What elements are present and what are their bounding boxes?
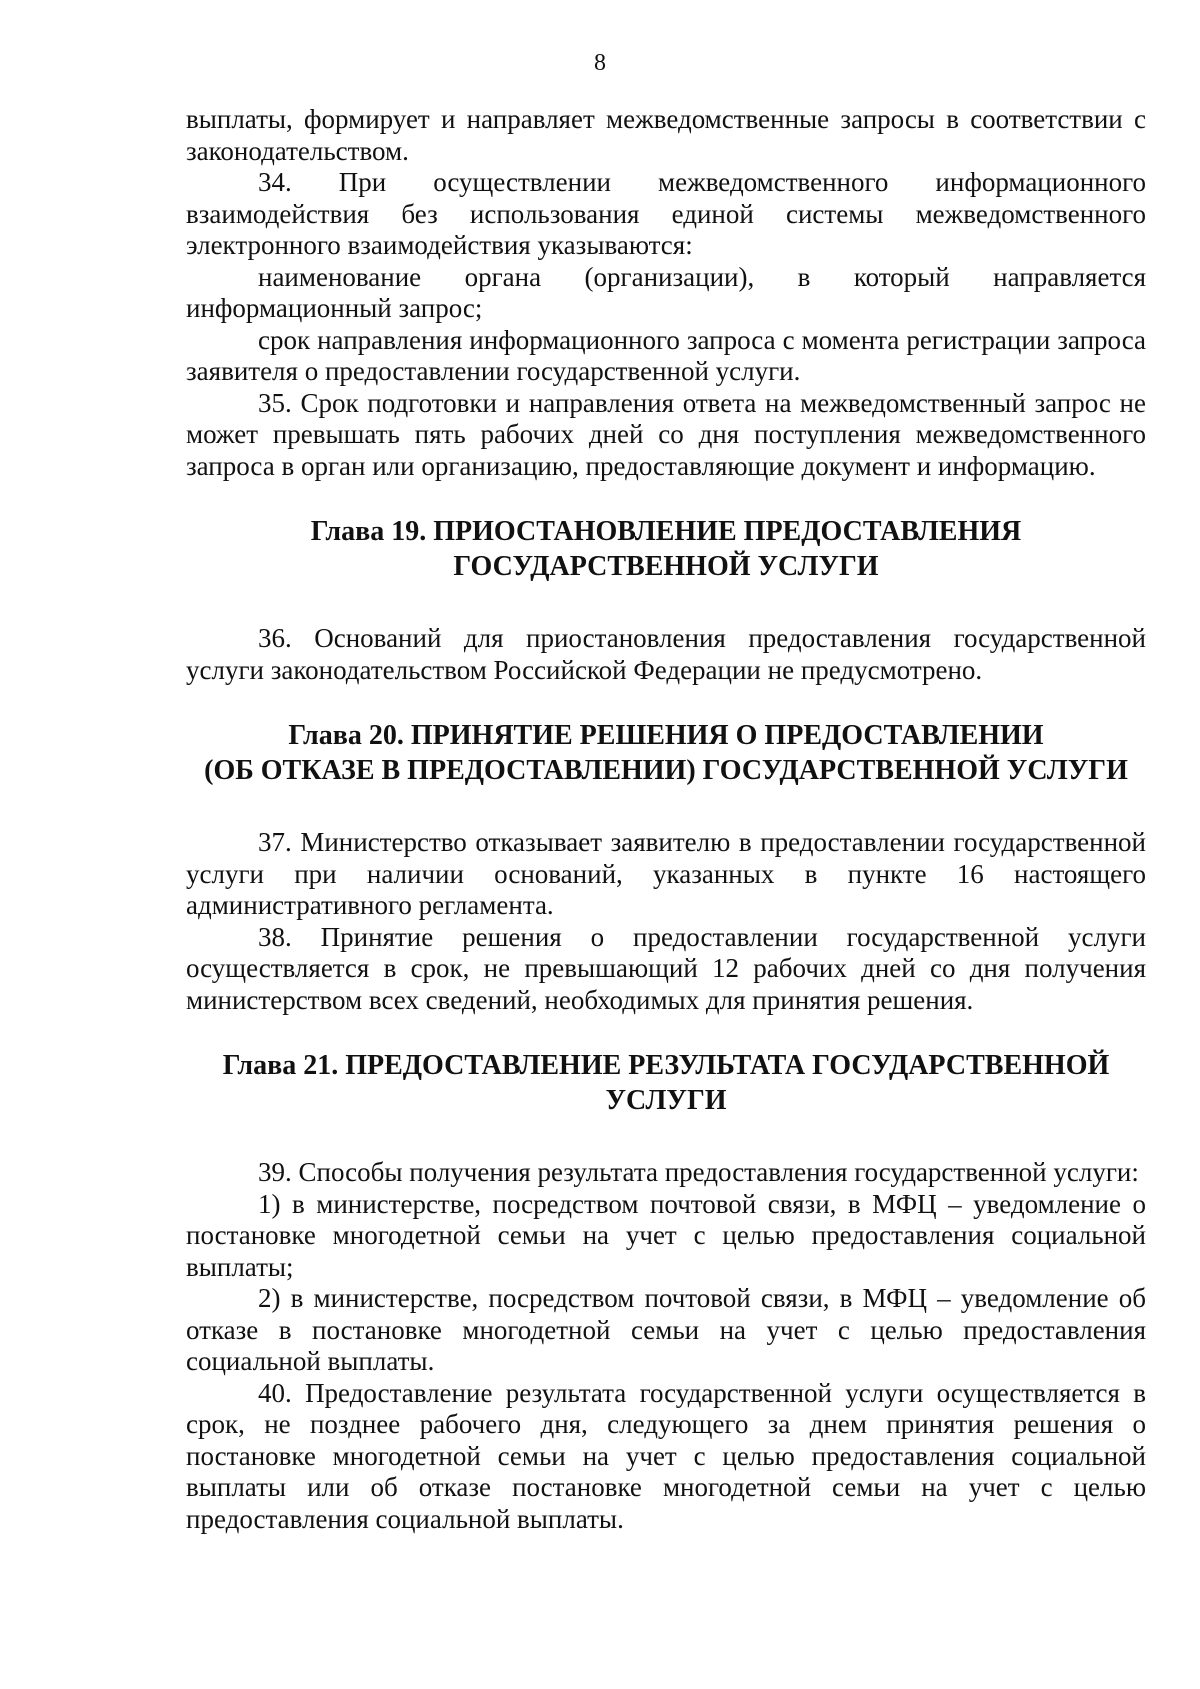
- page-number: 8: [594, 50, 606, 76]
- chapter-20-heading-line-1: Глава 20. ПРИНЯТИЕ РЕШЕНИЯ О ПРЕДОСТАВЛЕНИИ: [288, 720, 1044, 751]
- paragraph-39: 39. Способы получения результата предоставления государственной услуги:: [258, 1157, 1139, 1187]
- chapter-19-heading-line-2: ГОСУДАРСТВЕННОЙ УСЛУГИ: [453, 551, 879, 582]
- paragraph-continuation: выплаты, формирует и направляет межведомственные запросы в соответствии с законодательством.: [186, 104, 1146, 166]
- paragraph-40: 40. Предоставление результата государственной услуги осуществляется в срок, не позднее рабочего дня, следующего за днем принятия решения о постановке многодетной семьи на учет с целью предоставления социальной выплаты или об отказе постановке многодетной семьи на учет с целью предоставления социальной выплаты.: [186, 1377, 1146, 1534]
- paragraph-34: 34. При осуществлении межведомственного информационного взаимодействия без использования единой системы межведомственного электронного взаимодействия указываются:: [186, 167, 1146, 260]
- chapter-19-heading-line-1: Глава 19. ПРИОСТАНОВЛЕНИЕ ПРЕДОСТАВЛЕНИЯ: [310, 516, 1022, 547]
- chapter-20-heading: [186, 718, 1146, 788]
- paragraph-39-item-2: 2) в министерстве, посредством почтовой связи, в МФЦ – уведомление об отказе в постановке многодетной семьи на учет с целью предоставления социальной выплаты.: [186, 1283, 1146, 1376]
- paragraph-37: 37. Министерство отказывает заявителю в предоставлении государственной услуги при наличии оснований, указанных в пункте 16 настоящего административного регламента.: [186, 827, 1146, 920]
- chapter-20-heading-line-2: (ОБ ОТКАЗЕ В ПРЕДОСТАВЛЕНИИ) ГОСУДАРСТВЕННОЙ УСЛУГИ: [204, 755, 1128, 786]
- chapter-21-heading-line-1: Глава 21. ПРЕДОСТАВЛЕНИЕ РЕЗУЛЬТАТА ГОСУДАРСТВЕННОЙ: [222, 1050, 1110, 1081]
- document-body: [186, 104, 1146, 1535]
- paragraph-36: 36. Оснований для приостановления предоставления государственной услуги законодательством Российской Федерации не предусмотрено.: [186, 623, 1146, 685]
- paragraph-35: 35. Срок подготовки и направления ответа на межведомственный запрос не может превышать пять рабочих дней со дня поступления межведомственного запроса в орган или организацию, предоставляющие документ и информацию.: [186, 387, 1146, 481]
- paragraph-39-item-1: 1) в министерстве, посредством почтовой связи, в МФЦ – уведомление о постановке многодетной семьи на учет с целью предоставления социальной выплаты;: [186, 1188, 1146, 1282]
- chapter-21-heading-line-2: УСЛУГИ: [605, 1085, 727, 1116]
- paragraph-34-item-request-term: срок направления информационного запроса с момента регистрации запроса заявителя о предоставлении государственной услуги.: [186, 324, 1146, 386]
- paragraph-34-item-organ-name: наименование органа (организации), в который направляется информационный запрос;: [186, 261, 1146, 323]
- chapter-21-heading: [186, 1048, 1146, 1118]
- paragraph-38: 38. Принятие решения о предоставлении государственной услуги осуществляется в срок, не превышающий 12 рабочих дней со дня получения министерством всех сведений, необходимых для принятия решения.: [186, 921, 1146, 1015]
- chapter-19-heading: [186, 514, 1146, 584]
